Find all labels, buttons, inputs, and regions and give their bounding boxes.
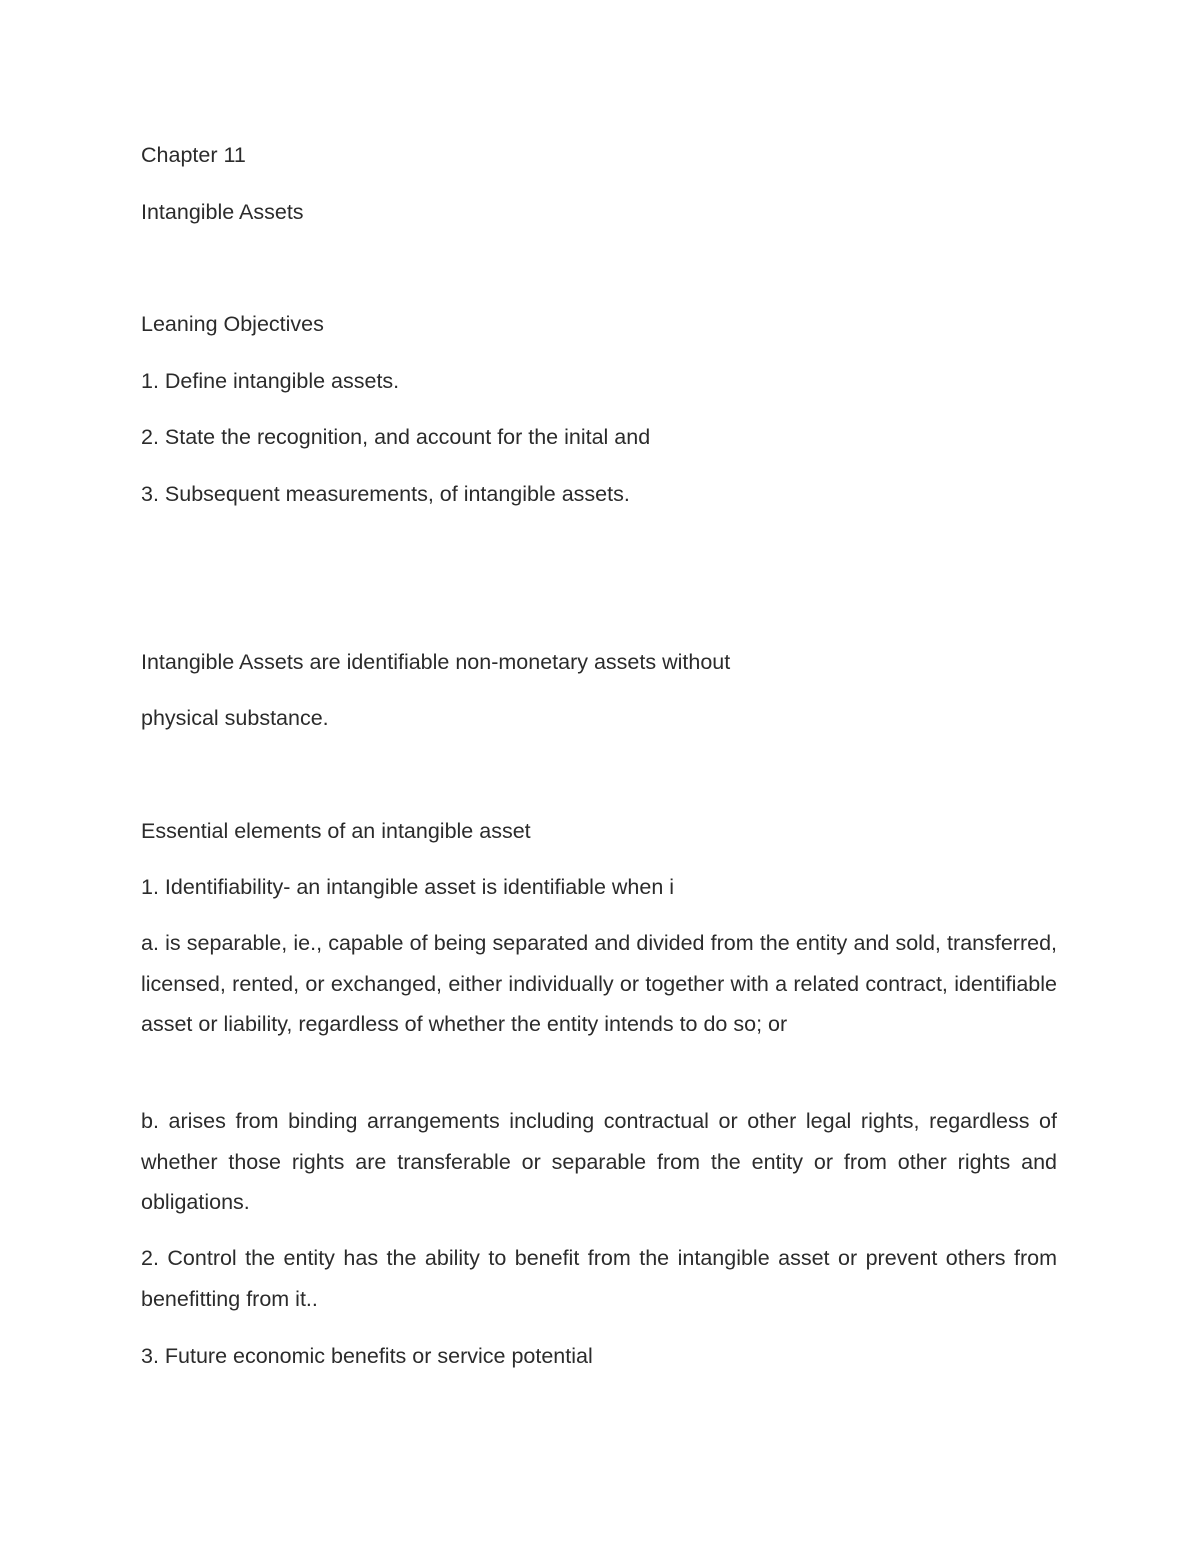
element-1a-paragraph: a. is separable, ie., capable of being separated and divided from the entity and sold, transferred, licensed, rented, or exchanged, either individually or together with a related contract, identifiable asset or liability, regardless of whether the entity intends to do so; or (141, 931, 1057, 1036)
element-identifiability: 1. Identifiability- an intangible asset is identifiable when i (141, 875, 675, 899)
element-control-paragraph: 2. Control the entity has the ability to benefit from the intangible asset or prevent others from benefitting from it.. (141, 1246, 1057, 1311)
chapter-title: Intangible Assets (141, 200, 304, 224)
elements-heading: Essential elements of an intangible asset (141, 819, 531, 843)
objective-item: 3. Subsequent measurements, of intangible assets. (141, 482, 630, 506)
element-future-benefits: 3. Future economic benefits or service potential (141, 1344, 593, 1368)
objective-item: 1. Define intangible assets. (141, 369, 400, 393)
chapter-number: Chapter 11 (141, 143, 246, 167)
objectives-heading: Leaning Objectives (141, 312, 324, 336)
objective-item: 2. State the recognition, and account for the inital and (141, 425, 651, 449)
element-1b-paragraph: b. arises from binding arrangements including contractual or other legal rights, regardless of whether those rights are transferable or separable from the entity or from other rights and obligations. (141, 1109, 1057, 1214)
definition-line: physical substance. (141, 706, 329, 730)
definition-line: Intangible Assets are identifiable non-monetary assets without (141, 650, 731, 674)
